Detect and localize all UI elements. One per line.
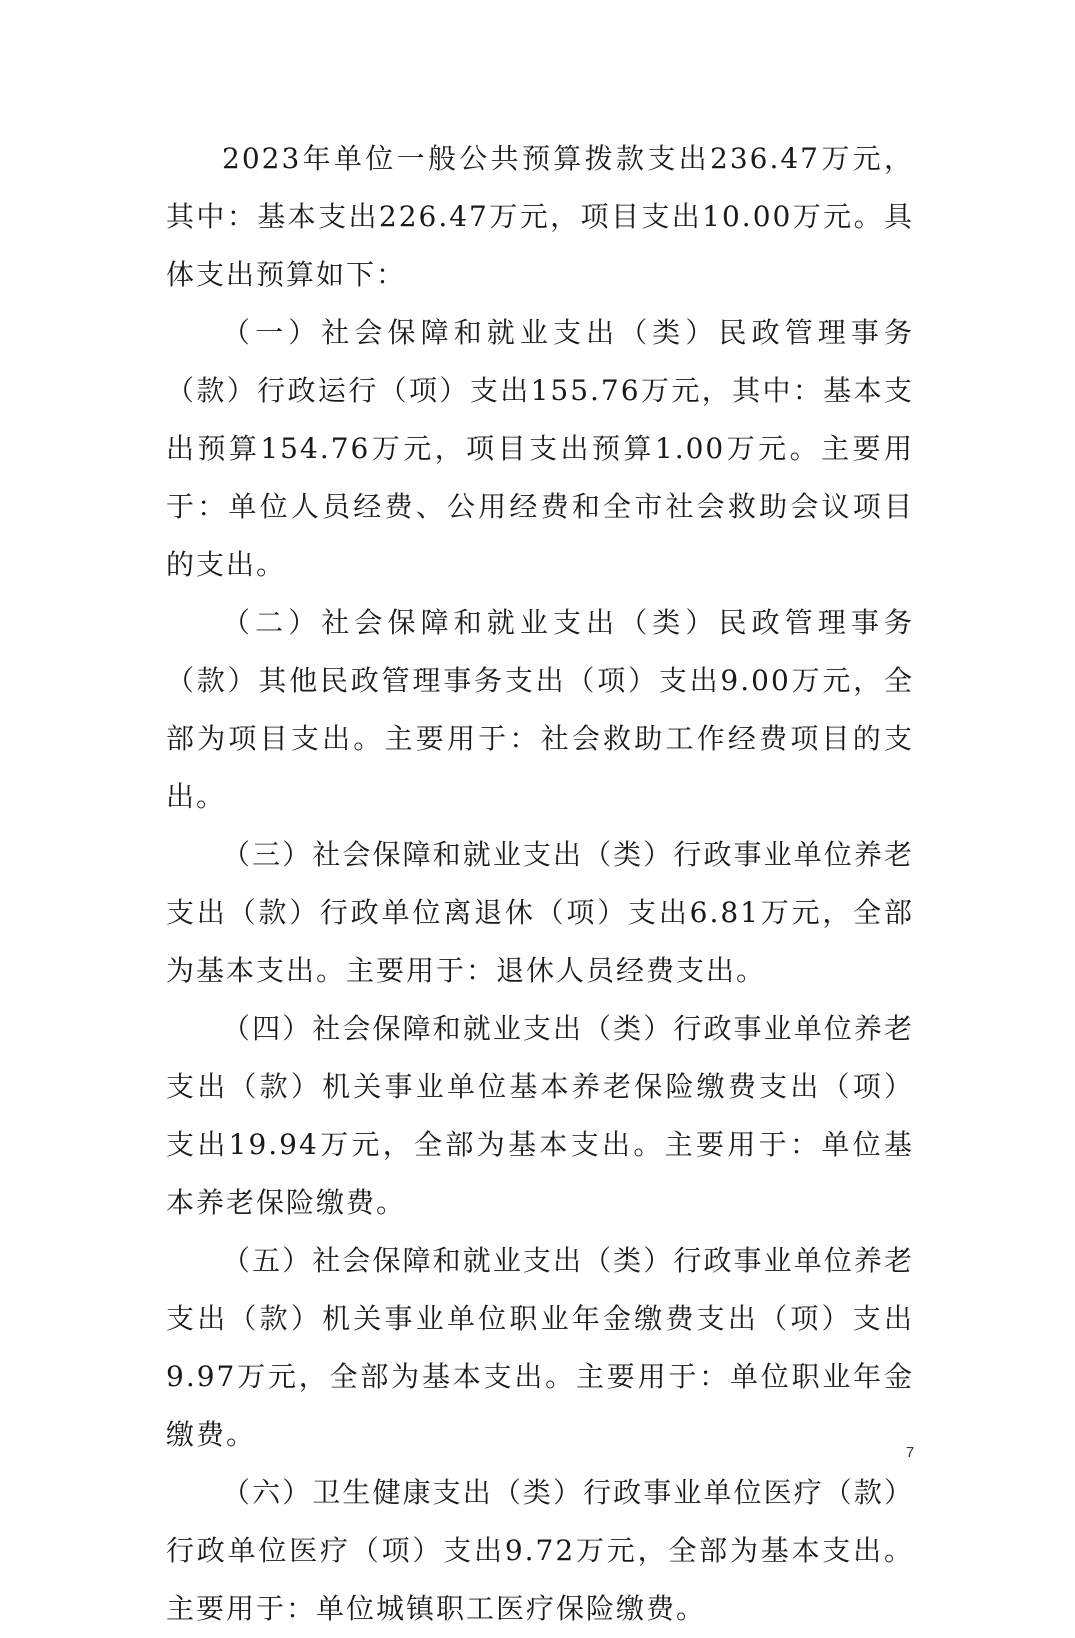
paragraph-item-4: （四）社会保障和就业支出（类）行政事业单位养老支出（款）机关事业单位基本养老保险缴费支出（项）支出19.94万元，全部为基本支出。主要用于：单位基本养老保险缴费。 bbox=[166, 1012, 914, 1219]
page-number: 7 bbox=[905, 1444, 915, 1461]
paragraph-item-2: （二）社会保障和就业支出（类）民政管理事务（款）其他民政管理事务支出（项）支出9.00万元，全部为项目支出。主要用于：社会救助工作经费项目的支出。 bbox=[166, 606, 914, 813]
paragraph-item-1: （一）社会保障和就业支出（类）民政管理事务（款）行政运行（项）支出155.76万元，其中：基本支出预算154.76万元，项目支出预算1.00万元。主要用于：单位人员经费、公用经费和全市社会救助会议项目的支出。 bbox=[166, 316, 914, 581]
paragraph-budget-summary: 2023年单位一般公共预算拨款支出236.47万元，其中：基本支出226.47万元，项目支出10.00万元。具体支出预算如下： bbox=[166, 142, 914, 291]
paragraph-item-3: （三）社会保障和就业支出（类）行政事业单位养老支出（款）行政单位离退休（项）支出6.81万元，全部为基本支出。主要用于：退休人员经费支出。 bbox=[166, 838, 914, 987]
document-body bbox=[166, 130, 914, 1638]
paragraph-item-5: （五）社会保障和就业支出（类）行政事业单位养老支出（款）机关事业单位职业年金缴费支出（项）支出9.97万元，全部为基本支出。主要用于：单位职业年金缴费。 bbox=[166, 1244, 914, 1451]
paragraph-item-6: （六）卫生健康支出（类）行政事业单位医疗（款）行政单位医疗（项）支出9.72万元，全部为基本支出。主要用于：单位城镇职工医疗保险缴费。 bbox=[166, 1476, 914, 1625]
